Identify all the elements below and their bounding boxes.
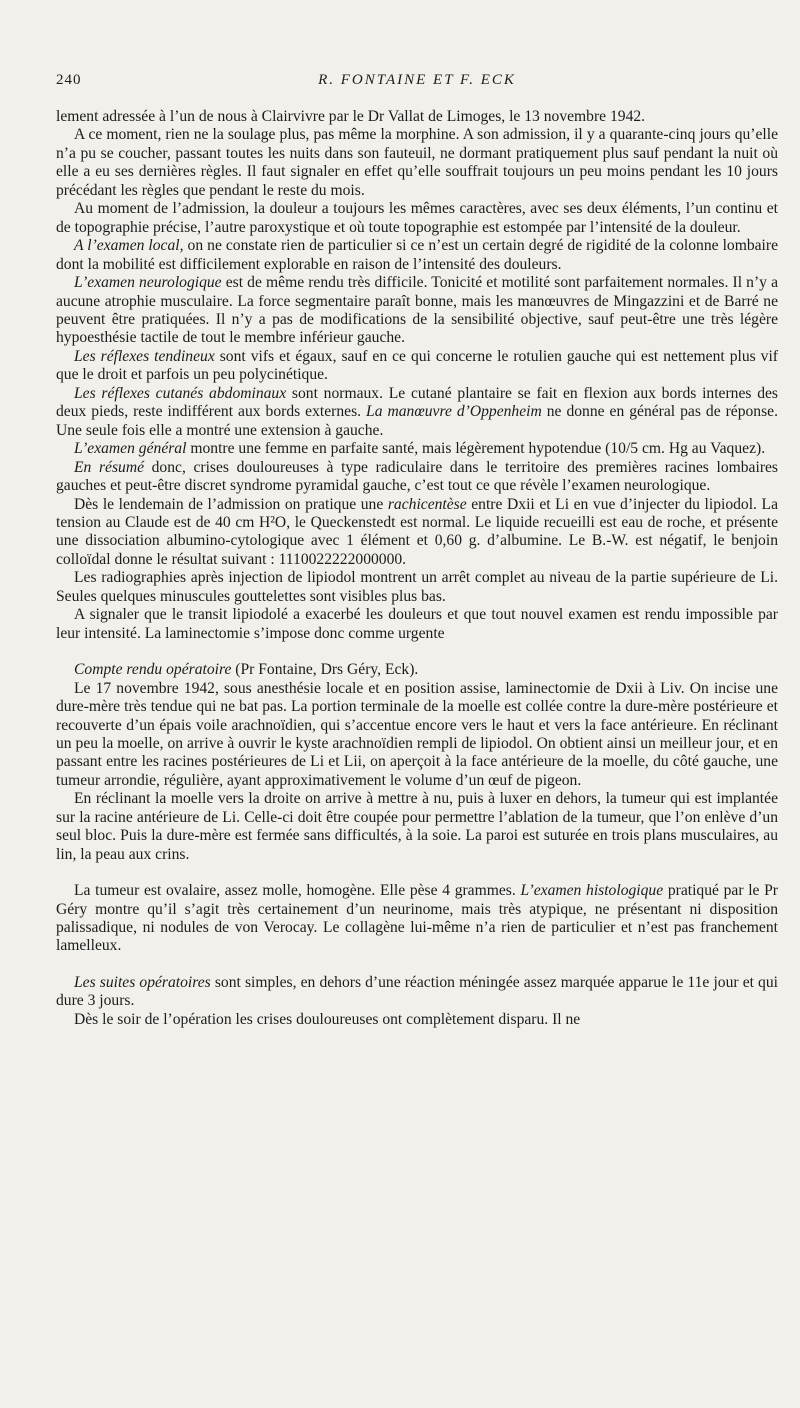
paragraph: En réclinant la moelle vers la droite on arrive à mettre à nu, puis à luxer en dehors, la tumeur qui est implantée sur la racine antérieure de Li. Celle-ci doit être coupée pour permettre l’ablation de la tumeur, que l’on enlève d’un seul bloc. Puis la dure-mère est fermée sans difficultés, à la soie. La paroi est suturée en trois plans musculaires, au lin, la peau aux crins. [56,790,778,863]
italic-lead: L’examen général [74,440,187,458]
page-header [56,72,778,98]
paragraph: Compte rendu opératoire (Pr Fontaine, Drs Géry, Eck). [74,661,419,679]
italic-lead: Les réflexes tendineux [74,347,215,365]
page [56,72,778,1029]
paragraph: Les suites opératoires sont simples, en dehors d’une réaction méningée assez marquée apparue le 11e jour et qui dure 3 jours. [56,973,778,1010]
italic-lead: En résumé [74,458,144,476]
paragraph: Les réflexes cutanés abdominaux sont normaux. Le cutané plantaire se fait en flexion aux bords internes des deux pieds, reste indifférent aux bords externes. La manœuvre d’Oppenheim ne donne en général pas de réponse. Une seule fois elle a montré une extension à gauche. [56,384,778,439]
paragraph: En résumé donc, crises douloureuses à type radiculaire dans le territoire des premières racines lombaires gauches et peut-être discret syndrome pyramidal gauche, c’est tout ce que révèle l’examen neurologique. [56,458,778,495]
italic-lead: A l’examen local, [74,237,184,255]
italic-term: L’examen histologique [520,882,664,900]
paragraph: A ce moment, rien ne la soulage plus, pas même la morphine. A son admission, il y a quarante-cinq jours qu’elle n’a pu se coucher, passant toutes les nuits dans son fauteuil, ne dormant pratiquement plus sauf pendant la nuit où elle a eu ses dernières règles. Il faut signaler en effet qu’elle souffrait toujours un peu moins pendant les 10 jours précédant les règles que pendant le reste du mois. [56,126,778,199]
page-number: 240 [56,72,82,88]
paragraph: A l’examen local, on ne constate rien de particulier si ce n’est un certain degré de rigidité de la colonne lombaire dont la mobilité est difficilement explorable en raison de l’intensité des douleurs. [56,237,779,273]
italic-lead: Les réflexes cutanés abdominaux [74,384,287,402]
paragraph: A signaler que le transit lipiodolé a exacerbé les douleurs et que tout nouvel examen est rendu impossible par leur intensité. La laminectomie s’impose donc comme urgente [56,606,778,642]
article-body [56,108,778,1029]
paragraph: Au moment de l’admission, la douleur a toujours les mêmes caractères, avec ses deux éléments, l’un continu et de topographie précise, l’autre paroxystique et où toute topographie est estompée par l’intensité de la douleur. [56,200,778,236]
paragraph: Le 17 novembre 1942, sous anesthésie locale et en position assise, laminectomie de Dxii à Liv. On incise une dure-mère très tendue qui ne bat pas. La portion terminale de la moelle est collée contre la dure-mère postérieure et recouverte d’un épais voile arachnoïdien, qui s’accentue encore vers le haut et vers la face antérieure. En réclinant un peu la moelle, on arrive à ouvrir le kyste arachnoïdien rempli de lipiodol. On obtient ainsi un meilleur jour, et en passant entre les racines postérieures de Li et Lii, on aperçoit à la face antérieure de la moelle, du côté gauche, une tumeur arrondie, régulière, ayant approximativement le volume d’un œuf de pigeon. [56,679,778,789]
paragraph: Dès le lendemain de l’admission on pratique une rachicentèse entre Dxii et Li en vue d’injecter du lipiodol. La tension au Claude est de 40 cm H²O, le Queckenstedt est normal. Le liquide recueilli est eau de roche, et présente une dissociation albumino-cytologique avec 1 élément et 0,60 g. d’albumine. Le B.-W. est négatif, le benjoin colloïdal donne le résultat suivant : 1110022222000000. [56,495,778,568]
italic-lead: L’examen neurologique [74,274,222,292]
paragraph: Les réflexes tendineux sont vifs et égaux, sauf en ce qui concerne le rotulien gauche qui est nettement plus vif que le droit et parfois un peu polycinétique. [56,347,778,384]
running-title: R. FONTAINE ET F. ECK [318,72,516,88]
paragraph: lement adressée à l’un de nous à Clairvivre par le Dr Vallat de Limoges, le 13 novembre 1942. [56,108,646,125]
italic-lead: Compte rendu opératoire [74,661,232,679]
paragraph: L’examen général montre une femme en parfaite santé, mais légèrement hypotendue (10/5 cm. Hg au Vaquez). [74,440,766,458]
italic-term: rachicentèse [387,495,467,513]
paragraph: L’examen neurologique est de même rendu très difficile. Tonicité et motilité sont parfaitement normales. Il n’y a aucune atrophie musculaire. La force segmentaire paraît bonne, mais les manœuvres de Mingazzini et de Barré ne peuvent être pratiquées. Il n’y a pas de modifications de la sensibilité objective, sauf peut-être une très légère hypoesthésie tactile de tout le membre inférieur gauche. [56,274,778,347]
paragraph: Les radiographies après injection de lipiodol montrent un arrêt complet au niveau de la partie supérieure de Li. Seules quelques minuscules gouttelettes sont visibles plus bas. [56,569,778,605]
paragraph: La tumeur est ovalaire, assez molle, homogène. Elle pèse 4 grammes. L’examen histologique pratiqué par le Pr Géry montre qu’il s’agit très certainement d’un neurinome, mais très atypique, ne présentant ni disposition palissadique, ni nodules de von Verocay. Le collagène lui-même n’a rien de particulier et n’est pas franchement lamelleux. [56,882,779,955]
italic-lead: Les suites opératoires [74,973,211,991]
italic-lead: La manœuvre d’Oppenheim [366,403,542,421]
paragraph: Dès le soir de l’opération les crises douloureuses ont complètement disparu. Il ne [74,1010,581,1028]
